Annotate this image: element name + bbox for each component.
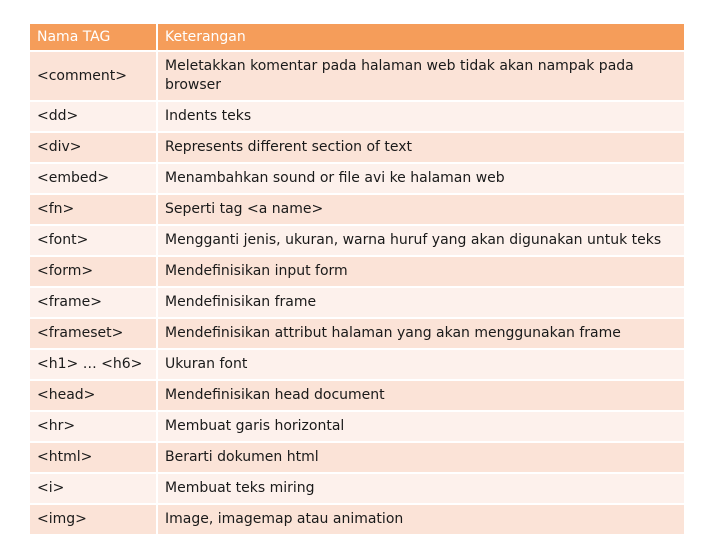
description-cell: Berarti dokumen html <box>156 443 684 474</box>
tag-cell: <form> <box>30 257 156 288</box>
tag-cell: <dd> <box>30 102 156 133</box>
description-cell: Mendefinisikan head document <box>156 381 684 412</box>
description-cell: Meletakkan komentar pada halaman web tidak akan nampak pada browser <box>156 52 684 102</box>
html-tag-table <box>30 24 684 536</box>
description-cell: Mendefinisikan attribut halaman yang akan menggunakan frame <box>156 319 684 350</box>
table-row <box>30 474 684 505</box>
tag-cell: <frame> <box>30 288 156 319</box>
header-tag-name: Nama TAG <box>30 24 156 52</box>
description-cell: Mendefinisikan input form <box>156 257 684 288</box>
tag-cell: <div> <box>30 133 156 164</box>
tag-cell: <frameset> <box>30 319 156 350</box>
table-row <box>30 381 684 412</box>
tag-cell: <i> <box>30 474 156 505</box>
tag-cell: <img> <box>30 505 156 536</box>
table-row <box>30 257 684 288</box>
tag-cell: <comment> <box>30 52 156 102</box>
tag-cell: <fn> <box>30 195 156 226</box>
table-row <box>30 102 684 133</box>
description-cell: Ukuran font <box>156 350 684 381</box>
tag-cell: <head> <box>30 381 156 412</box>
tag-cell: <html> <box>30 443 156 474</box>
description-cell: Membuat teks miring <box>156 474 684 505</box>
description-cell: Represents different section of text <box>156 133 684 164</box>
tag-cell: <h1> … <h6> <box>30 350 156 381</box>
header-row <box>30 24 684 52</box>
table-row <box>30 412 684 443</box>
description-cell: Seperti tag <a name> <box>156 195 684 226</box>
table-row <box>30 195 684 226</box>
table-row <box>30 288 684 319</box>
description-cell: Mendefinisikan frame <box>156 288 684 319</box>
header-description: Keterangan <box>156 24 684 52</box>
table-header <box>30 24 684 52</box>
table-row <box>30 164 684 195</box>
description-cell: Indents teks <box>156 102 684 133</box>
table-row <box>30 52 684 102</box>
tag-cell: <hr> <box>30 412 156 443</box>
table-row <box>30 133 684 164</box>
description-cell: Menambahkan sound or file avi ke halaman web <box>156 164 684 195</box>
table-body <box>30 52 684 536</box>
table-row <box>30 226 684 257</box>
table-row <box>30 505 684 536</box>
description-cell: Membuat garis horizontal <box>156 412 684 443</box>
description-cell: Mengganti jenis, ukuran, warna huruf yang akan digunakan untuk teks <box>156 226 684 257</box>
description-cell: Image, imagemap atau animation <box>156 505 684 536</box>
tag-cell: <font> <box>30 226 156 257</box>
table-row <box>30 319 684 350</box>
table-row <box>30 443 684 474</box>
tag-cell: <embed> <box>30 164 156 195</box>
table-row <box>30 350 684 381</box>
